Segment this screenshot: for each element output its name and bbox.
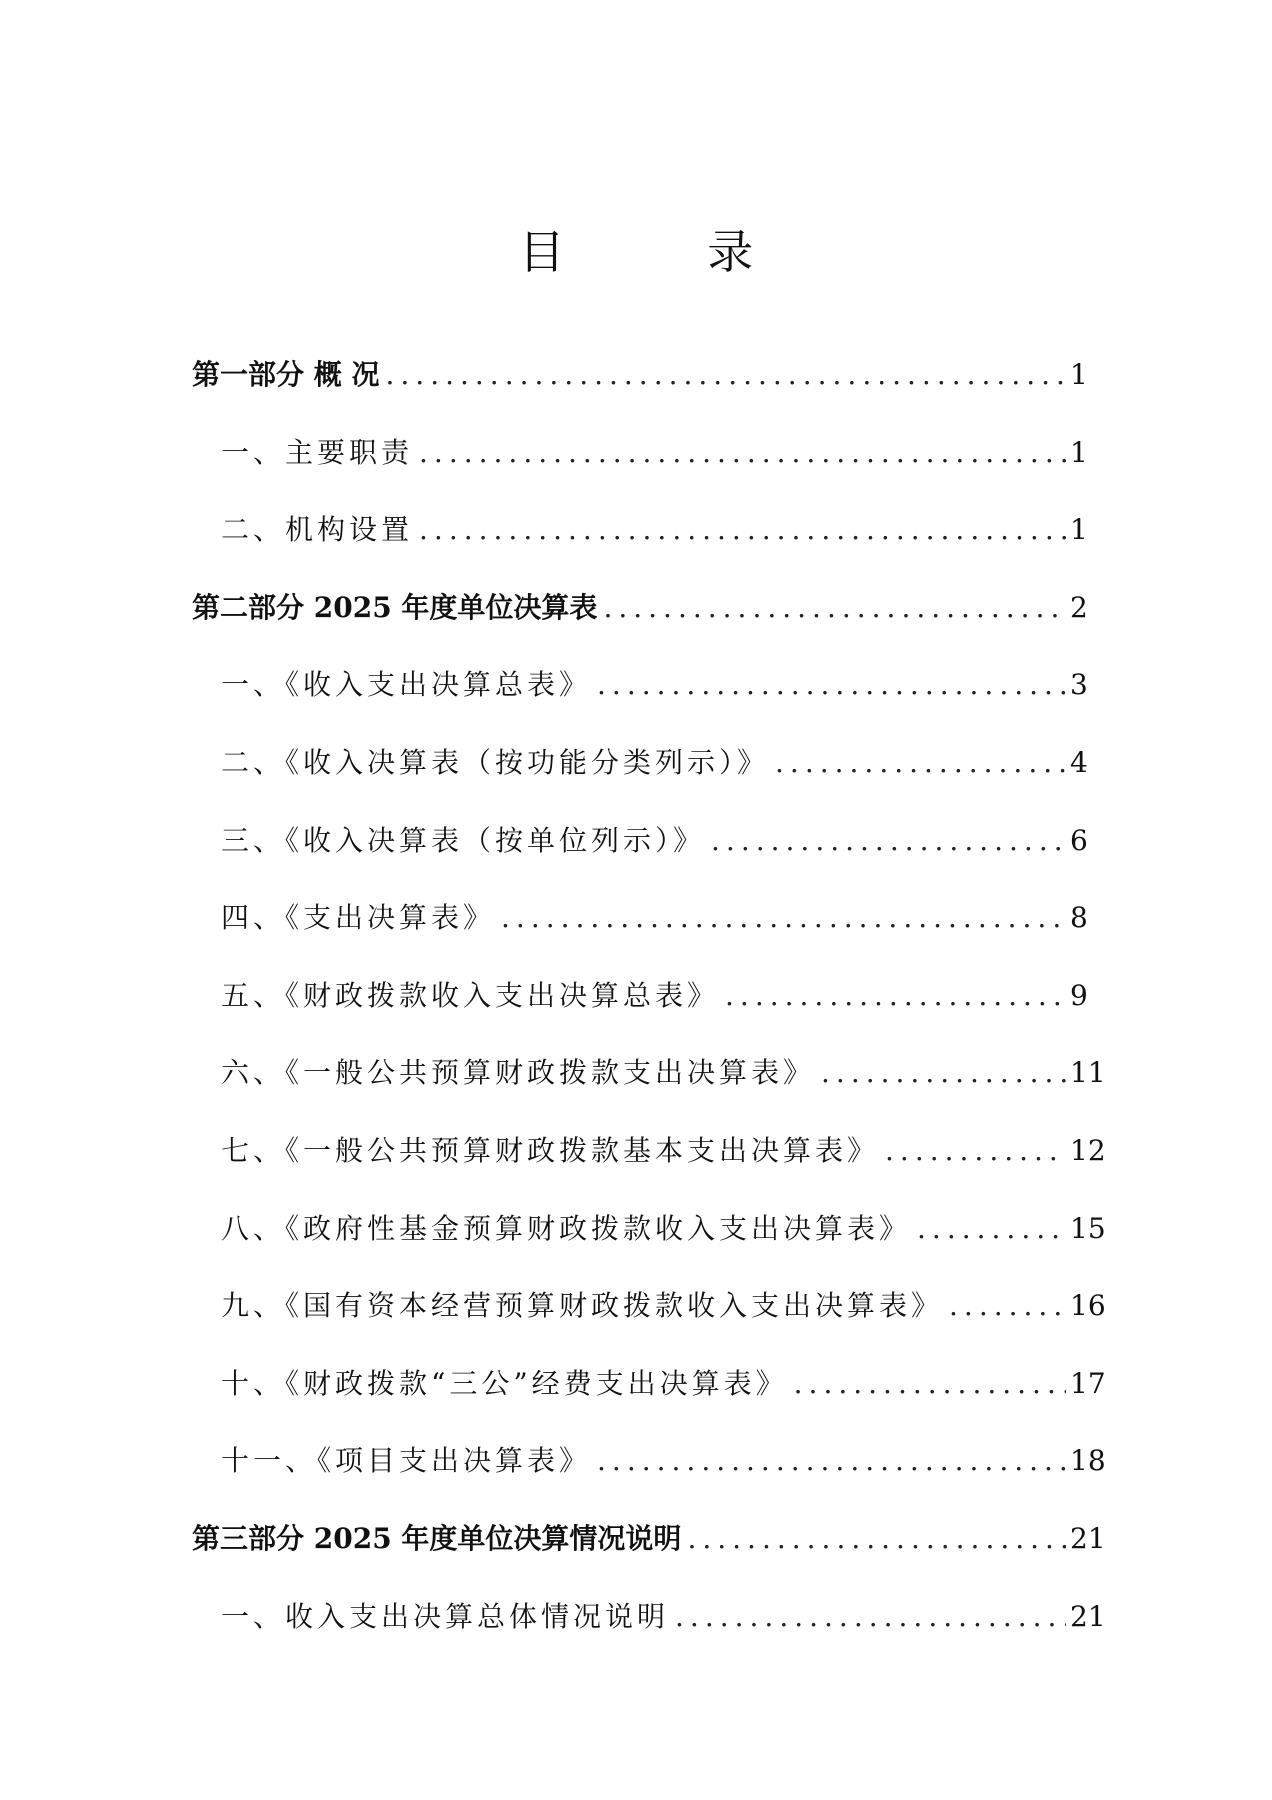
page-title: 目 录 — [518, 225, 818, 279]
toc-dot-leader — [711, 821, 1066, 861]
toc-page-number: 3 — [1070, 668, 1088, 702]
toc-entry[interactable] — [192, 1364, 1106, 1442]
toc-entry[interactable] — [192, 588, 1088, 666]
toc-entry-label: 第三部分 2025 年度单位决算情况说明 — [192, 1521, 682, 1555]
toc-page-number: 4 — [1070, 745, 1088, 779]
toc-entry-label: 八、《政府性基金预算财政拨款收入支出决算表》 — [221, 1211, 912, 1245]
toc-entry-label: 九、《国有资本经营预算财政拨款收入支出决算表》 — [221, 1289, 944, 1323]
toc-page-number: 1 — [1070, 513, 1088, 547]
toc-entry[interactable] — [192, 665, 1088, 743]
toc-page-number: 17 — [1070, 1366, 1106, 1400]
toc-entry-label: 第一部分 概 况 — [192, 358, 380, 391]
toc-entry[interactable] — [192, 1519, 1106, 1597]
toc-entry[interactable] — [192, 1286, 1106, 1364]
toc-entry[interactable] — [192, 433, 1088, 511]
toc-entry-label: 十一、《项目支出决算表》 — [221, 1444, 592, 1478]
toc-page-number: 9 — [1070, 978, 1088, 1012]
toc-dot-leader — [419, 433, 1066, 473]
toc-dot-leader — [949, 1286, 1066, 1326]
toc-page-number: 15 — [1070, 1211, 1106, 1245]
toc-page-number: 1 — [1070, 435, 1088, 469]
toc-entry[interactable] — [192, 1053, 1106, 1131]
toc-entry-label: 六、《一般公共预算财政拨款支出决算表》 — [221, 1056, 816, 1090]
toc-entry[interactable] — [192, 976, 1088, 1054]
toc-dot-leader — [386, 355, 1067, 395]
toc-entry[interactable] — [192, 355, 1088, 433]
toc-page-number: 6 — [1070, 823, 1088, 857]
toc-page-number: 11 — [1070, 1056, 1106, 1090]
toc-entry[interactable] — [192, 821, 1088, 899]
toc-entry[interactable] — [192, 1597, 1106, 1675]
toc-entry-label: 五、《财政拨款收入支出决算总表》 — [221, 978, 720, 1012]
toc-entry-label: 二、《收入决算表（按功能分类列示）》 — [221, 745, 770, 779]
table-of-contents — [192, 355, 1106, 1674]
toc-dot-leader — [687, 1519, 1066, 1559]
toc-entry[interactable] — [192, 1441, 1106, 1519]
toc-page-number: 21 — [1070, 1599, 1106, 1633]
toc-entry[interactable] — [192, 743, 1088, 821]
toc-entry-label: 四、《支出决算表》 — [221, 901, 496, 935]
toc-page-number: 21 — [1070, 1521, 1106, 1555]
toc-page-number: 8 — [1070, 901, 1088, 935]
toc-dot-leader — [794, 1364, 1066, 1404]
toc-entry-label: 一、主要职责 — [221, 435, 414, 469]
toc-entry-label: 七、《一般公共预算财政拨款基本支出决算表》 — [221, 1133, 880, 1167]
toc-dot-leader — [917, 1209, 1066, 1249]
toc-entry-label: 一、收入支出决算总体情况说明 — [221, 1599, 670, 1633]
toc-entry-label: 一、《收入支出决算总表》 — [221, 668, 592, 702]
toc-dot-leader — [821, 1053, 1066, 1093]
toc-dot-leader — [775, 743, 1066, 783]
toc-dot-leader — [501, 898, 1066, 938]
toc-entry-label: 三、《收入决算表（按单位列示）》 — [221, 823, 706, 857]
toc-page-number: 16 — [1070, 1289, 1106, 1323]
toc-page-number: 12 — [1070, 1133, 1106, 1167]
toc-dot-leader — [603, 588, 1066, 628]
toc-dot-leader — [419, 510, 1066, 550]
toc-dot-leader — [597, 665, 1066, 705]
toc-entry-label: 十、《财政拨款“三公”经费支出决算表》 — [221, 1366, 788, 1400]
toc-dot-leader — [885, 1131, 1066, 1171]
toc-entry[interactable] — [192, 510, 1088, 588]
toc-entry[interactable] — [192, 1131, 1106, 1209]
toc-entry[interactable] — [192, 1209, 1106, 1287]
toc-page-number: 18 — [1070, 1444, 1106, 1478]
toc-entry[interactable] — [192, 898, 1088, 976]
toc-dot-leader — [675, 1597, 1066, 1637]
toc-entry-label: 第二部分 2025 年度单位决算表 — [192, 590, 598, 624]
toc-dot-leader — [597, 1441, 1066, 1481]
toc-page-number: 1 — [1070, 358, 1088, 391]
toc-dot-leader — [725, 976, 1066, 1016]
toc-page-number: 2 — [1070, 590, 1088, 624]
toc-entry-label: 二、机构设置 — [221, 513, 414, 547]
